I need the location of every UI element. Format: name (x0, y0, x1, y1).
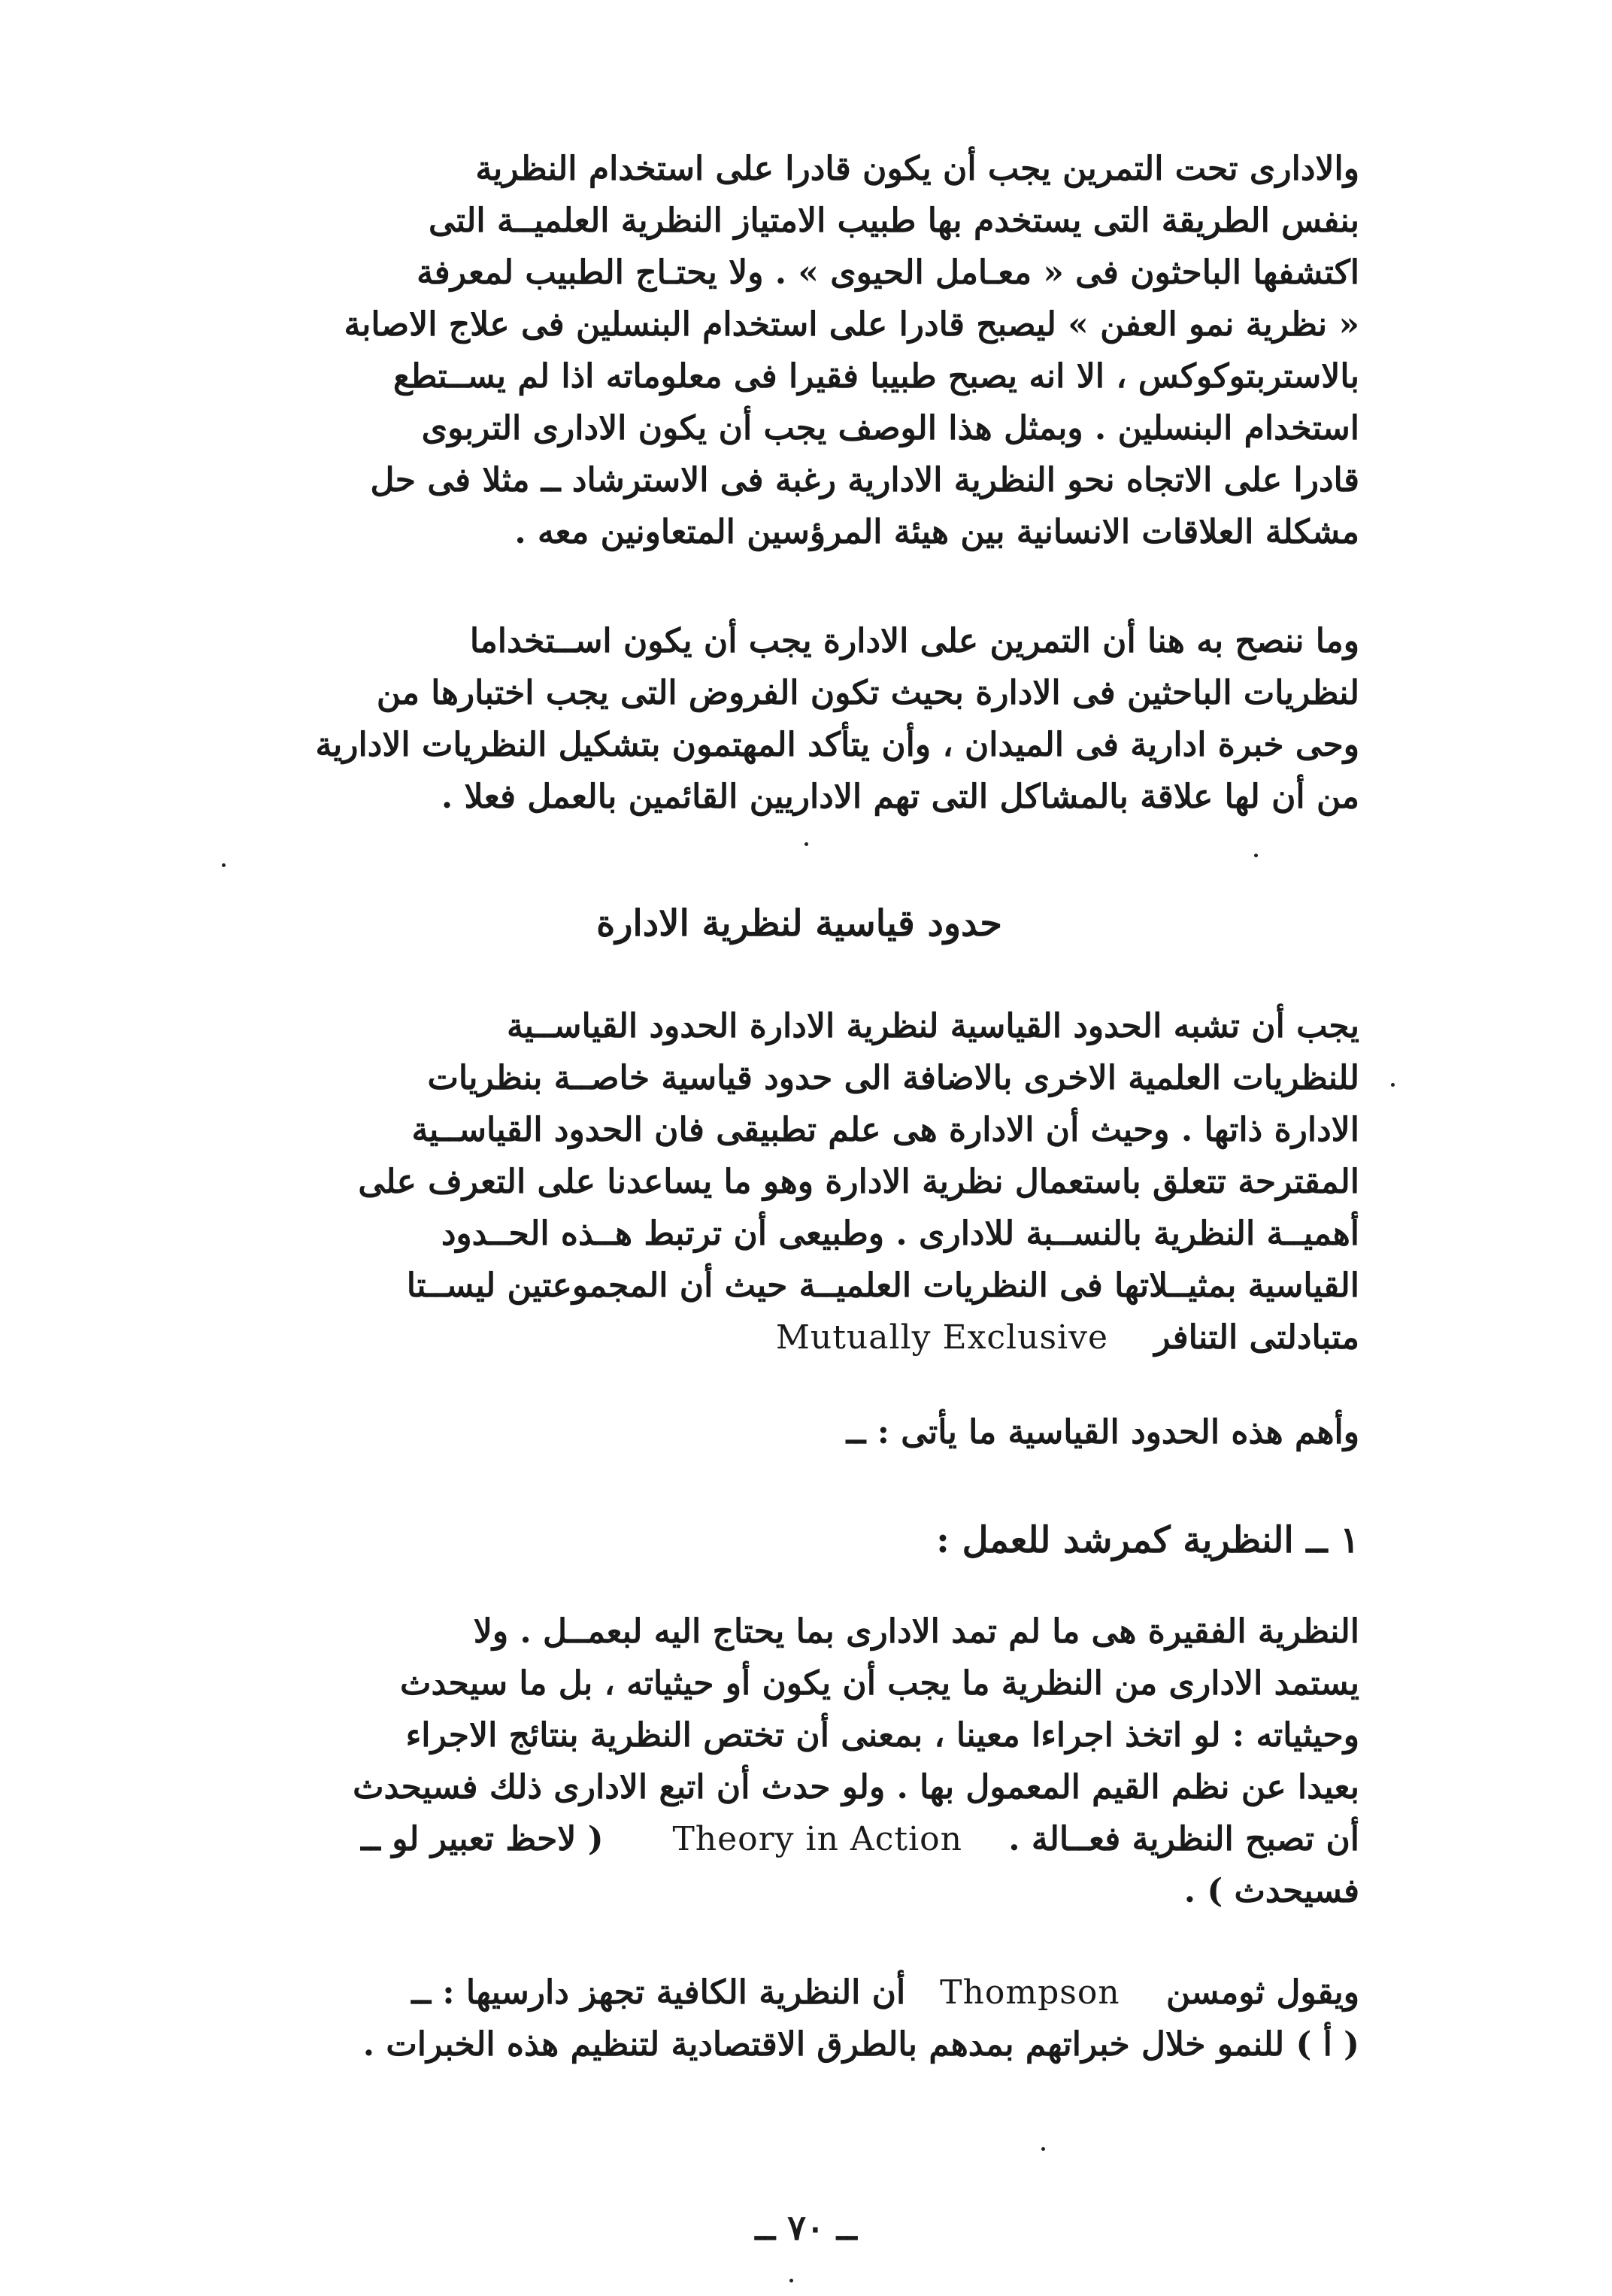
text-line: وحى خبرة ادارية فى الميدان ، وأن يتأكد المهتمون بتشكيل النظريات الادارية (315, 726, 1359, 764)
text-line: يستمد الادارى من النظرية ما يجب أن يكون أو حيثياته ، بل ما سيحدث (400, 1664, 1359, 1703)
page-number: ــ ٧٠ ــ (755, 2207, 857, 2248)
arabic-phrase: أن النظرية الكافية تجهز دارسيها : ــ (411, 1973, 906, 2012)
text-line: مشكلة العلاقات الانسانية بين هيئة المرؤسين المتعاونين معه . (514, 513, 1359, 551)
text-line: أهميــة النظرية بالنســبة للادارى . وطبيعى أن ترتبط هــذه الحــدود (441, 1215, 1359, 1253)
text-line: وحيثياته : لو اتخذ اجراءا معينا ، بمعنى أن تختص النظرية بنتائج الاجراء (405, 1716, 1359, 1755)
english-term: Theory in Action (672, 1820, 962, 1858)
text-line: المقترحة تتعلق باستعمال نظرية الادارة وهو ما يساعدنا على التعرف على (358, 1163, 1359, 1201)
section-heading: حدود قياسية لنظرية الادارة (596, 902, 1002, 945)
text-line (239, 1312, 1359, 1363)
paragraph-2 (239, 615, 1359, 823)
paragraph-4 (239, 1406, 1359, 1458)
text-line: بالاستربتوكوكس ، الا انه يصبح طبيبا فقيرا فى معلوماته اذا لم يســتطع (392, 357, 1359, 396)
text-line: النظرية الفقيرة هى ما لم تمد الادارى بما يحتاج اليه لبعمــل . ولا (473, 1612, 1359, 1651)
arabic-phrase: ويقول ثومسن (1165, 1973, 1359, 2012)
text-line (239, 1967, 1359, 2018)
text-line: قادرا على الاتجاه نحو النظرية الادارية رغبة فى الاسترشاد ــ مثلا فى حل (370, 461, 1359, 499)
arabic-phrase: أن تصبح النظرية فعــالة . (1008, 1820, 1359, 1858)
english-term: Mutually Exclusive (775, 1318, 1109, 1357)
text-line: الادارة ذاتها . وحيث أن الادارة هى علم تطبيقى فان الحدود القياســية (411, 1111, 1359, 1149)
text-line: وما ننصح به هنا أن التمرين على الادارة يجب أن يكون اســتخداما (469, 622, 1359, 660)
paragraph-1 (239, 143, 1359, 558)
arabic-term: متبادلتى التنافر (1154, 1318, 1359, 1357)
scan-speck (1254, 854, 1258, 857)
text-line: استخدام البنسلين . وبمثل هذا الوصف يجب أن يكون الادارى التربوى (421, 409, 1359, 447)
scan-speck (222, 863, 226, 867)
text-line: فسيحدث ) . (1183, 1872, 1359, 1910)
text-line: « نظرية نمو العفن » ليصبح قادرا على استخدام البنسلين فى علاج الاصابة (344, 305, 1359, 344)
text-line: وأهم هذه الحدود القياسية ما يأتى : ــ (846, 1413, 1359, 1451)
paragraph-6 (239, 1967, 1359, 2070)
subsection-heading: ١ ــ النظرية كمرشد للعمل : (936, 1519, 1359, 1561)
text-line: يجب أن تشبه الحدود القياسية لنظرية الادارة الحدود القياســية (507, 1007, 1359, 1045)
scan-speck (1391, 1083, 1395, 1087)
text-line: اكتشفها الباحثون فى « معـامل الحيوى » . ولا يحتـاج الطبيب لمعرفة (417, 253, 1359, 292)
scan-speck (789, 2279, 793, 2282)
text-line: بنفس الطريقة التى يستخدم بها طبيب الامتياز النظرية العلميــة التى (429, 202, 1359, 240)
paragraph-5 (239, 1606, 1359, 1917)
text-line: من أن لها علاقة بالمشاكل التى تهم الاداريين القائمين بالعمل فعلا . (441, 778, 1359, 816)
text-line: لنظريات الباحثين فى الادارة بحيث تكون الفروض التى يجب اختبارها من (376, 674, 1359, 712)
text-line: القياسية بمثيــلاتها فى النظريات العلميــة حيث أن المجموعتين ليســتا (406, 1266, 1359, 1305)
scan-speck (804, 842, 808, 846)
text-line: ( أ ) للنمو خلال خبراتهم بمدهم بالطرق الاقتصادية لتنظيم هذه الخبرات . (362, 2025, 1359, 2064)
text-line (239, 1813, 1359, 1865)
text-line: بعيدا عن نظم القيم المعمول بها . ولو حدث أن اتبع الادارى ذلك فسيحدث (353, 1768, 1359, 1806)
paragraph-3 (239, 1000, 1359, 1363)
text-line: والادارى تحت التمرين يجب أن يكون قادرا على استخدام النظرية (475, 150, 1359, 188)
scan-speck (1041, 2147, 1045, 2151)
english-name: Thompson (940, 1973, 1120, 2012)
text-line: للنظريات العلمية الاخرى بالاضافة الى حدود قياسية خاصــة بنظريات (427, 1059, 1359, 1097)
arabic-phrase: ( لاحظ تعبير لو ــ (361, 1820, 604, 1858)
